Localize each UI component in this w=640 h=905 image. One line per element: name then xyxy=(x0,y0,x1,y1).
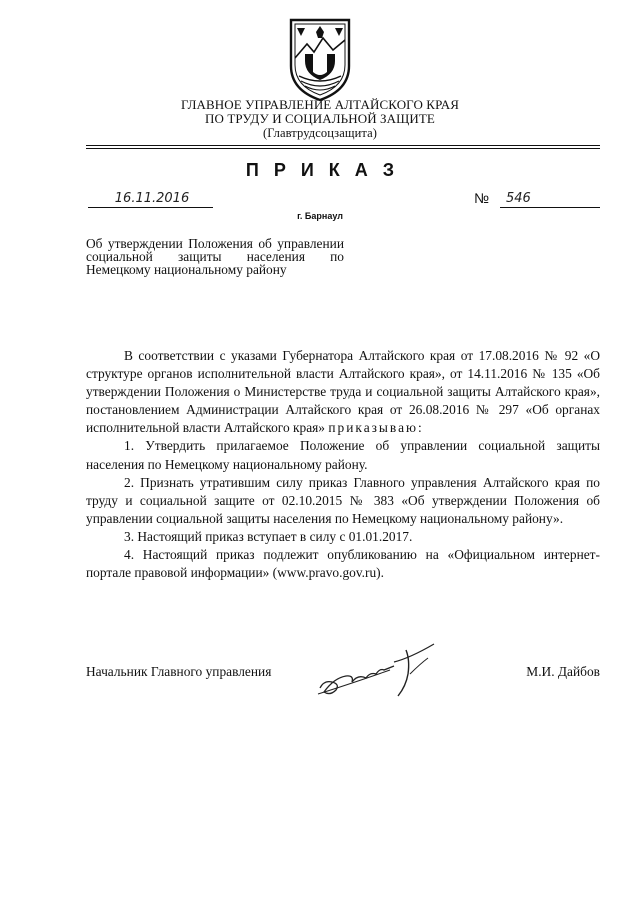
document-title: ПРИКАЗ xyxy=(245,160,410,180)
item-2: 2. Признать утратившим силу приказ Главного управления Алтайского края по труду и социальной защите от 02.10.2015 № 383 «Об утверждении Положения об управлении социальной защиты населения по Немецкому национальному району». xyxy=(86,474,600,526)
item-1: 1. Утвердить прилагаемое Положение об управлении социальной защиты населения по Немецкому национальному району. xyxy=(86,438,600,472)
org-name-line1: ГЛАВНОЕ УПРАВЛЕНИЕ АЛТАЙСКОГО КРАЯ xyxy=(180,97,460,112)
order-subject: Об утверждении Положения об управлении социальной защиты населения по Немецкому национальному району xyxy=(86,236,344,278)
header-divider-thin xyxy=(86,148,600,149)
signatory-role: Начальник Главного управления xyxy=(86,664,272,679)
signatory-name: М.И. Дайбов xyxy=(526,664,600,679)
coat-of-arms-emblem xyxy=(283,14,357,104)
number-label: № xyxy=(474,190,490,206)
order-body xyxy=(86,347,600,582)
order-number: 546 xyxy=(506,191,531,206)
preamble-paragraph xyxy=(86,347,600,437)
handwritten-signature xyxy=(310,640,440,702)
city-label: г. Барнаул xyxy=(297,211,343,221)
header-divider xyxy=(86,145,600,146)
number-underline xyxy=(500,207,600,208)
org-name-line2: ПО ТРУДУ И СОЦИАЛЬНОЙ ЗАЩИТЕ xyxy=(205,111,435,126)
org-short-name: (Главтрудсоцзащита) xyxy=(262,126,377,140)
item-3: 3. Настоящий приказ вступает в силу с 01.01.2017. xyxy=(124,528,413,544)
date-underline xyxy=(88,207,213,208)
order-word: приказываю: xyxy=(328,420,424,436)
item-4: 4. Настоящий приказ подлежит опубликованию на «Официальном интернет-портале правовой информации» (www.pravo.gov.ru). xyxy=(86,547,600,581)
preamble-text: В соответствии с указами Губернатора Алтайского края от 17.08.2016 № 92 «О структуре органов исполнительной власти Алтайского края», от 14.11.2016 № 135 «Об утверждении Положения о Министерстве труда и социальной защиты Алтайского края», постановлением Администрации Алтайского края от 26.08.2016 № 297 «Об органах исполнительной власти Алтайского края» xyxy=(86,348,600,436)
order-date: 16.11.2016 xyxy=(114,191,190,206)
